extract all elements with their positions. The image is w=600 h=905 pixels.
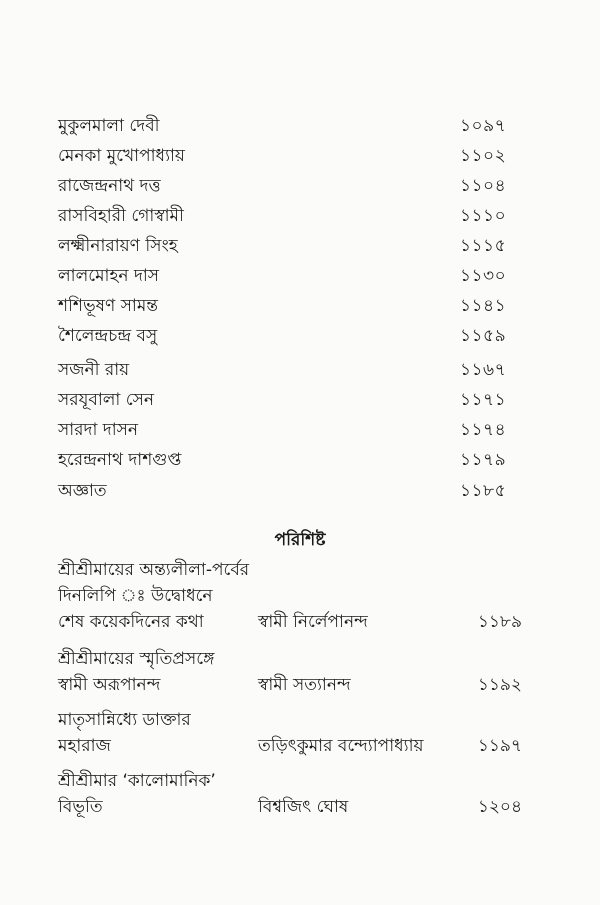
toc-entry — [58, 386, 520, 414]
entry-page: ১২০৪ — [477, 797, 522, 817]
entry-title-line: শ্রীশ্রীমায়ের অন্ত্যলীলা-পর্বের — [58, 560, 250, 580]
appendix-entry — [58, 646, 528, 698]
toc-entry — [58, 416, 520, 444]
appendix-entry — [58, 707, 528, 759]
entry-name: সারদা দাসন — [58, 420, 139, 440]
entry-page: ১১৯২ — [477, 675, 522, 695]
entry-page: ১১৮৫ — [460, 481, 507, 501]
entry-page: ১১৭৪ — [460, 420, 507, 440]
entry-title-line: শ্রীশ্রীমার ‘কালোমানিক’ — [58, 771, 216, 791]
appendix-entry — [58, 557, 528, 635]
entry-page: ১১০৪ — [460, 176, 507, 196]
entry-page: ১১৭৯ — [460, 450, 507, 470]
entry-page: ১১৭১ — [460, 390, 507, 410]
entry-page: ১১৮৯ — [477, 612, 522, 632]
toc-entry — [58, 477, 520, 505]
entry-name: অজ্ঞাত — [58, 481, 107, 501]
entry-author: স্বামী নির্লেপানন্দ — [258, 612, 368, 632]
entry-page: ১১১০ — [460, 206, 507, 226]
toc-entry — [58, 202, 520, 230]
entry-page: ১০৯৭ — [460, 116, 507, 136]
entry-name: সরযূবালা সেন — [58, 390, 155, 410]
entry-title-line: মহারাজ — [58, 736, 111, 756]
entry-author: স্বামী সত্যানন্দ — [258, 675, 351, 695]
entry-name: মেনকা মুখোপাধ্যায় — [58, 146, 185, 166]
entry-title-line: বিভূতি — [58, 797, 103, 817]
entry-name: লক্ষ্মীনারায়ণ সিংহ — [58, 236, 178, 256]
entry-author: বিশ্বজিৎ ঘোষ — [258, 797, 349, 817]
toc-entry — [58, 172, 520, 200]
entry-title-line: শেষ কয়েকদিনের কথা — [58, 612, 204, 632]
appendix-entry — [58, 768, 528, 820]
toc-entry — [58, 112, 520, 140]
entry-title-line: স্বামী অরূপানন্দ — [58, 675, 161, 695]
toc-entry — [58, 292, 520, 320]
entry-name: রাজেন্দ্রনাথ দত্ত — [58, 176, 161, 196]
entry-page: ১১৯৭ — [477, 736, 522, 756]
appendix-heading: পরিশিষ্ট — [274, 530, 326, 550]
entry-name: রাসবিহারী গোস্বামী — [58, 206, 184, 226]
entry-title-line: মাতৃসান্নিধ্যে ডাক্তার — [58, 710, 191, 730]
entry-page: ১১৪১ — [460, 296, 507, 316]
entry-page: ১১৫৯ — [460, 326, 507, 346]
entry-author: তড়িৎকুমার বন্দ্যোপাধ্যায় — [258, 736, 424, 756]
entry-page: ১১১৫ — [460, 236, 507, 256]
toc-entry — [58, 446, 520, 474]
entry-title-line: দিনলিপি ঃ উদ্বোধনে — [58, 586, 213, 606]
entry-name: লালমোহন দাস — [58, 266, 160, 286]
toc-entry — [58, 142, 520, 170]
entry-page: ১১০২ — [460, 146, 507, 166]
entry-page: ১১৬৭ — [460, 360, 507, 380]
entry-name: হরেন্দ্রনাথ দাশগুপ্ত — [58, 450, 182, 470]
entry-name: মুকুলমালা দেবী — [58, 116, 160, 136]
toc-entry — [58, 356, 520, 384]
toc-entry — [58, 322, 520, 350]
entry-page: ১১৩০ — [460, 266, 507, 286]
entry-name: শশিভূষণ সামন্ত — [58, 296, 159, 316]
entry-title-line: শ্রীশ্রীমায়ের স্মৃতিপ্রসঙ্গে — [58, 649, 215, 669]
entry-name: শৈলেন্দ্রচন্দ্র বসু — [58, 326, 158, 346]
entry-name: সজনী রায় — [58, 360, 130, 380]
toc-entry — [58, 262, 520, 290]
toc-entry — [58, 232, 520, 260]
